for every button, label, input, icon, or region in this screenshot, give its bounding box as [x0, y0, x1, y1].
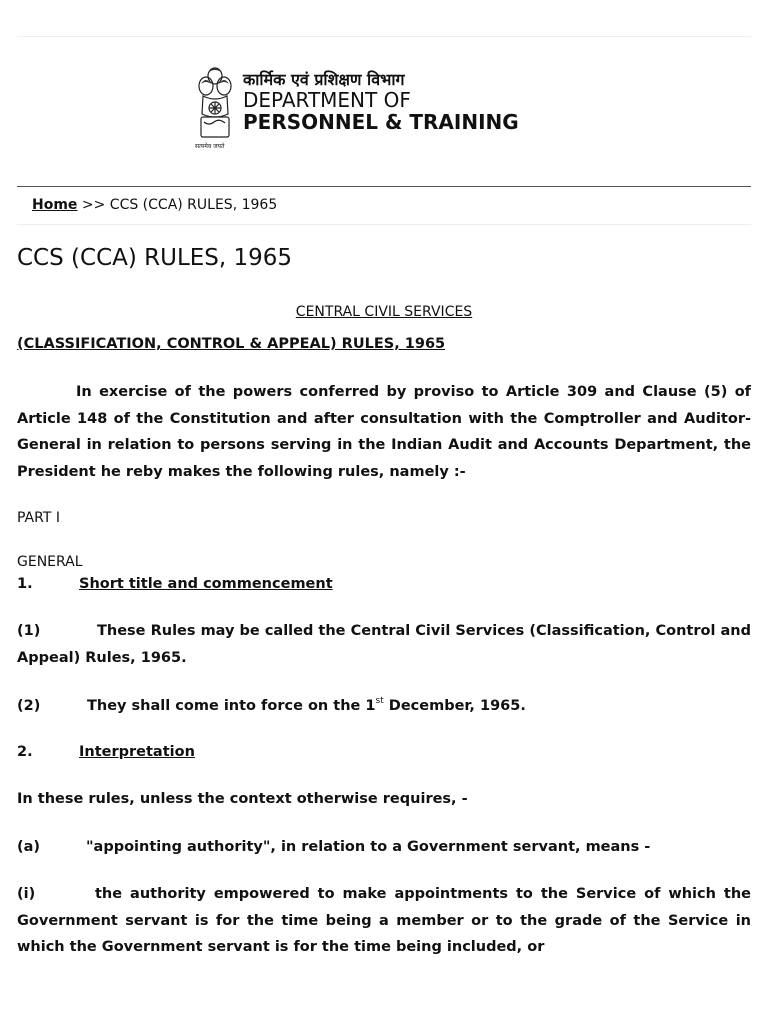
top-divider — [17, 36, 751, 37]
department-title-line1: DEPARTMENT OF — [243, 88, 411, 112]
department-title-line2: PERSONNEL & TRAINING — [243, 110, 519, 134]
subheading-central-civil-services: CENTRAL CIVIL SERVICES — [295, 304, 473, 320]
rule-1-heading — [17, 576, 333, 592]
rule-1-number: 1. — [17, 576, 33, 592]
national-emblem-icon — [195, 62, 235, 152]
breadcrumb-home-link[interactable]: Home — [32, 197, 78, 213]
rule-1-sub-2 — [17, 696, 526, 714]
rule-2-intro: In these rules, unless the context otherwise requires, - — [17, 791, 468, 807]
rule-1-title: Short title and commencement — [79, 576, 333, 592]
department-hindi-title: कार्मिक एवं प्रशिक्षण विभाग — [243, 70, 405, 89]
general-heading: GENERAL — [17, 554, 83, 570]
clause-i-label: (i) — [17, 886, 36, 902]
breadcrumb-separator: >> — [81, 197, 106, 213]
preamble-paragraph: In exercise of the powers conferred by proviso to Article 309 and Clause (5) of Article 148 of the Constitution and after consultation with the Comptroller and Auditor-General in relation to persons serving in the Indian Audit and Accounts Department, the President he reby makes the following rules, namely :- — [17, 384, 751, 480]
rule-2-title: Interpretation — [79, 744, 195, 760]
rule-1-sub-2-text-end: December, 1965. — [383, 698, 526, 714]
clause-a-text: "appointing authority", in relation to a Government servant, means - — [86, 839, 651, 855]
ordinal-suffix: st — [375, 696, 384, 706]
breadcrumb — [32, 197, 277, 213]
clause-i — [17, 881, 751, 961]
subheading-rules-title: (CLASSIFICATION, CONTROL & APPEAL) RULES, 1965 — [17, 336, 446, 352]
rule-1-sub-2-label: (2) — [17, 698, 41, 714]
rule-1-sub-2-text: They shall come into force on the 1 — [87, 698, 376, 714]
rule-1-sub-1-text: These Rules may be called the Central Civil Services (Classification, Control and Appeal) Rules, 1965. — [17, 623, 751, 666]
clause-a-label: (a) — [17, 839, 41, 855]
page-title: CCS (CCA) RULES, 1965 — [17, 245, 293, 271]
emblem-caption: सत्यमेव जयते — [195, 143, 225, 150]
part-heading: PART I — [17, 510, 60, 526]
header-divider — [17, 186, 751, 187]
breadcrumb-current: CCS (CCA) RULES, 1965 — [109, 197, 278, 213]
clause-i-text: the authority empowered to make appointments to the Service of which the Government servant is for the time being a member or to the grade of the Service in which the Government servant is for the time being included, or — [17, 886, 751, 955]
rule-1-sub-1 — [17, 618, 751, 671]
rule-2-heading — [17, 744, 195, 760]
clause-a — [17, 839, 650, 855]
breadcrumb-divider — [17, 224, 751, 225]
rule-1-sub-1-label: (1) — [17, 623, 41, 639]
rule-2-number: 2. — [17, 744, 33, 760]
